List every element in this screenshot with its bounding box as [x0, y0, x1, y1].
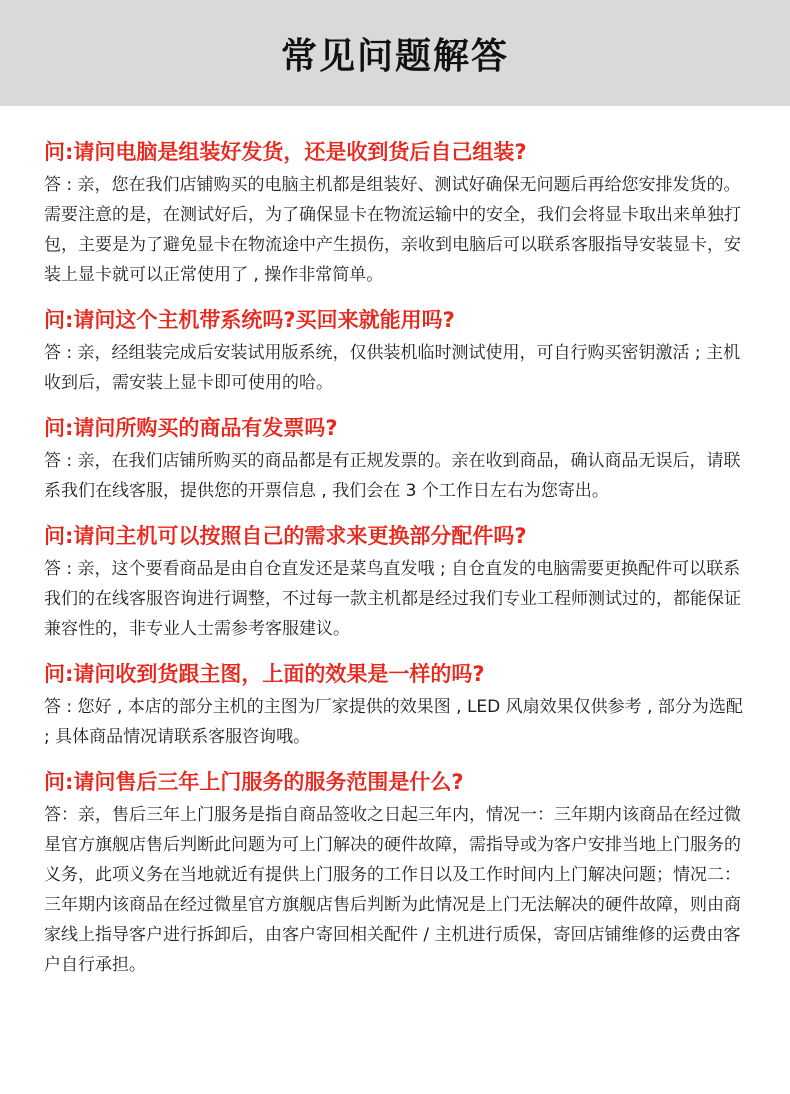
faq-item-main-image [44, 658, 746, 752]
faq-answer: 答 : 您好 , 本店的部分主机的主图为厂家提供的效果图 , LED 风扇效果仅供参考 , 部分为选配 ; 具体商品情况请联系客服咨询哦。 [44, 697, 743, 747]
faq-item-parts-change [44, 520, 746, 644]
faq-item-invoice [44, 412, 746, 506]
faq-question: 问:请问售后三年上门服务的服务范围是什么? [44, 770, 464, 794]
faq-answer: 答 : 亲，在我们店铺所购买的商品都是有正规发票的。亲在收到商品，确认商品无误后，请联系我们在线客服，提供您的开票信息 , 我们会在 3 个工作日左右为您寄出。 [44, 451, 741, 501]
faq-question: 问:请问电脑是组装好发货，还是收到货后自己组装? [44, 140, 527, 164]
faq-answer: 答：亲，售后三年上门服务是指自商品签收之日起三年内，情况一：三年期内该商品在经过微星官方旗舰店售后判断此问题为可上门解决的硬件故障，需指导或为客户安排当地上门服务的义务，此项义务在当地就近有提供上门服务的工作日以及工作时间内上门解决问题；情况二：三年期内该商品在经过微星官方旗舰店售后判断为此情况是上门无法解决的硬件故障，则由商家线上指导客户进行拆卸后，由客户寄回相关配件 / 主机进行质保，寄回店铺维修的运费由客户自行承担。 [44, 805, 741, 975]
faq-answer: 答 : 亲，您在我们店铺购买的电脑主机都是组装好、测试好确保无问题后再给您安排发货的。需要注意的是，在测试好后，为了确保显卡在物流运输中的安全，我们会将显卡取出来单独打包，主要是为了避免显卡在物流途中产生损伤，亲收到电脑后可以联系客服指导安装显卡，安装上显卡就可以正常使用了 , 操作非常简单。 [44, 175, 741, 285]
faq-item-after-sales [44, 766, 746, 980]
page-title: 常见问题解答 [280, 35, 509, 77]
faq-item-system [44, 304, 746, 398]
faq-answer: 答 : 亲，经组装完成后安装试用版系统，仅供装机临时测试使用，可自行购买密钥激活 ; 主机收到后，需安装上显卡即可使用的哈。 [44, 343, 741, 393]
faq-answer: 答 : 亲，这个要看商品是由自仓直发还是菜鸟直发哦 ; 自仓直发的电脑需要更换配件可以联系我们的在线客服咨询进行调整，不过每一款主机都是经过我们专业工程师测试过的，都能保证兼容性的，非专业人士需参考客服建议。 [44, 559, 741, 639]
faq-question: 问:请问主机可以按照自己的需求来更换部分配件吗? [44, 524, 527, 548]
faq-question: 问:请问这个主机带系统吗?买回来就能用吗? [44, 308, 455, 332]
faq-question: 问:请问所购买的商品有发票吗? [44, 416, 338, 440]
faq-list [0, 106, 790, 980]
faq-item-invoice-assembly [44, 136, 746, 290]
faq-question: 问:请问收到货跟主图，上面的效果是一样的吗? [44, 662, 485, 686]
page-header [0, 0, 790, 106]
